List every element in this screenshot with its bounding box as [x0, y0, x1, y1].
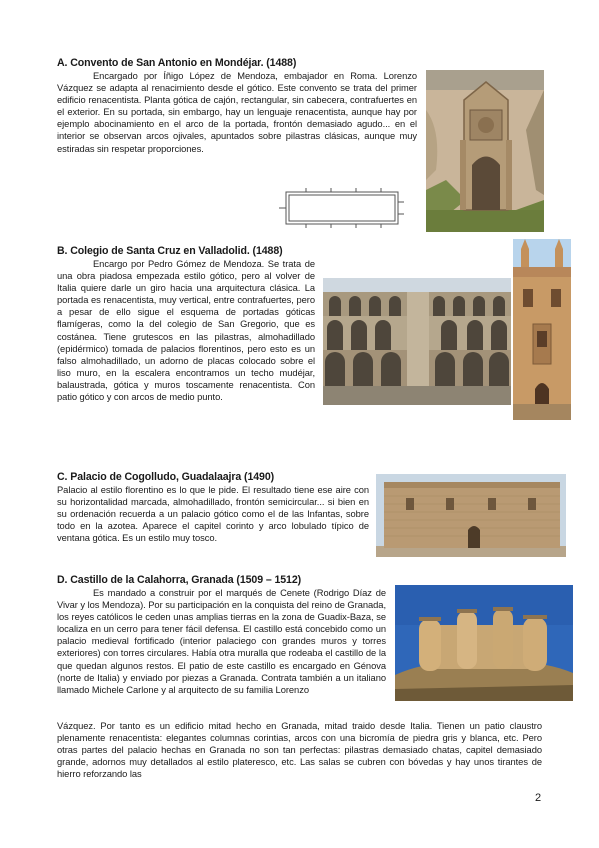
colegio-patio-photo [323, 278, 511, 405]
palacio-cogolludo-photo [376, 474, 566, 557]
section-b-heading: B. Colegio de Santa Cruz en Valladolid. (1488) [57, 245, 283, 257]
convento-portada-photo [426, 70, 544, 232]
section-b-body: Encargo por Pedro Gómez de Mendoza. Se trata de una obra piadosa empezada estilo gótico, pero al volver de Italia quiere darle un giro hacia una arquitectura clásica. La portada es renacentista, muy vertical, entre contrafuertes, pero a pesar de ello sigue el esquema de portadas góticas flamígeras, como la del colegio de San Gregorio, que es costánea. Tiene grutescos en las pilastras, almohadillado (epidérmico) tomada de palacios florentinos, pero esto es un falso almohadillado, un adorno de placas colocado sobre el liso muro, en la escalera encontramos un techo mudéjar, balaustrada, gótica y muros toscamente renacentista. Con patio gótico y con arcos de medio punto. [57, 259, 315, 403]
section-c-body: Palacio al estilo florentino es lo que le pide. El resultado tiene ese aire con su horizontalidad marcada, almohadillado, frontón semicircular... si bien en su ordenación recuerda a un palacio gótico como el de las Infantas, sobre todo en la azotea. Aparece el capitel corinto y arco lobulado típico de ventana gótica. Es un estilo muy tosco. [57, 485, 369, 544]
page-number: 2 [535, 792, 542, 804]
section-c [57, 471, 369, 544]
section-d-body: Es mandado a construir por el marqués de Cenete (Rodrigo Díaz de Vivar y los Mendoza). Por su participación en la conquista del reino de Granada, los reyes católicos le ceden unas amplias tierras en la zona de Guadix-Baza, se localiza en un cerro para tener fácil defensa. El castillo está concebido como un palacio medieval fortificado (interior palaciego con grandes muros y torres exteriores) con torres circulares. Había otra muralla que rodeaba el castillo de la que quedan algunos restos. El patio de este castillo es encargado en Génova (norte de Italia) y enviado por piezas a Granada. Contrata también a un italiano llamado Michele Carlone y al arquitecto de su familia Lorenzo [57, 588, 386, 695]
convento-floor-plan [276, 182, 409, 234]
section-c-heading: C. Palacio de Cogolludo, Guadalaajra (1490) [57, 471, 275, 483]
section-b [57, 245, 315, 403]
section-d-heading: D. Castillo de la Calahorra, Granada (1509 – 1512) [57, 574, 302, 586]
colegio-fachada-photo [513, 239, 571, 420]
section-d-continued [57, 720, 542, 780]
section-a-body: Encargado por Íñigo López de Mendoza, embajador en Roma. Lorenzo Vázquez se adapta al renacimiento desde el gótico. Este convento se trata del primer edificio renacentista. Planta gótica de cajón, rectangular, sin cabecera, contrafuertes en el exterior. En su portada, sin embargo, hay un lenguaje renacentista, aunque hay por ejemplo abocinamiento en el arco de la portada, frontón demasiado agudo... en el interior se observan arcos ojivales, apuntados sobre pilastras clásicas, aunque muy estiradas sin respetar proporciones. [57, 71, 417, 154]
castillo-calahorra-photo [395, 585, 573, 701]
section-a [57, 57, 417, 155]
section-d-body-continued: Vázquez. Por tanto es un edificio mitad hecho en Granada, mitad traido desde Italia. Tienen un patio claustro plenamente renacentista: elegantes columnas corintias, arcos con una bicromía de piedra gris y blanca, etc. Pero otras partes del palacio hechas en Granada no son tan perfectas: pilastras demasiado chatas, capitel demasiado grande, adornos muy detallados al estilo plateresco, etc. Las salas se cubren con bóvedas y hay unos tirantes de hierro reforzando las [57, 721, 542, 780]
section-a-heading: A. Convento de San Antonio en Mondéjar. (1488) [57, 57, 297, 69]
section-d [57, 574, 386, 696]
